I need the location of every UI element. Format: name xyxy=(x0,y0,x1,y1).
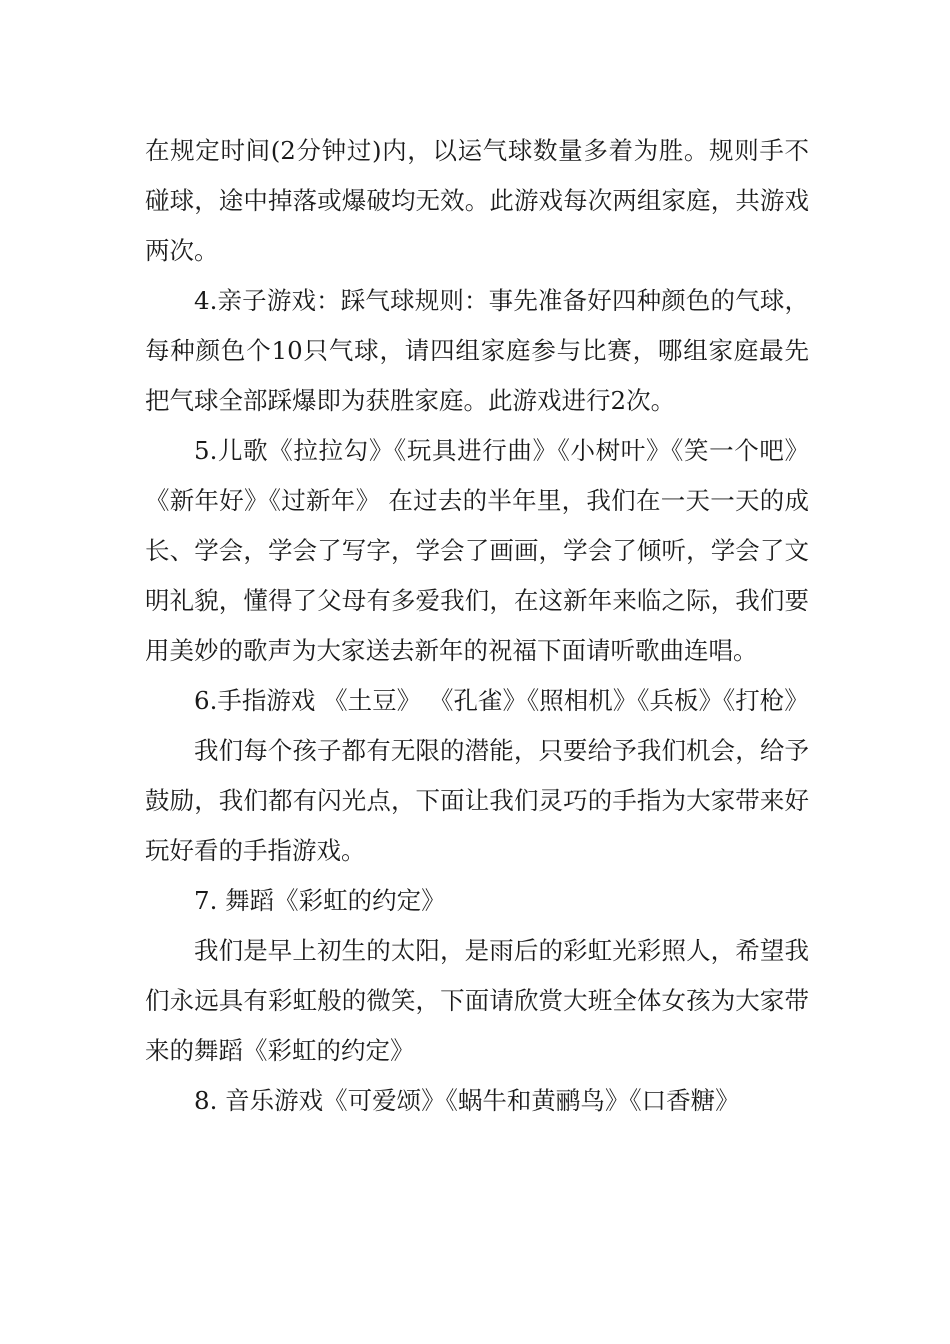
paragraph-item-5: 5.儿歌《拉拉勾》《玩具进行曲》《小树叶》《笑一个吧》《新年好》《过新年》 在过去的半年里，我们在一天一天的成长、学会，学会了写字，学会了画画，学会了倾听，学会了文明礼貌，懂得了父母有多爱我们，在这新年来临之际，我们要用美妙的歌声为大家送去新年的祝福下面请听歌曲连唱。 xyxy=(145,436,809,665)
paragraph-item-6-intro: 我们每个孩子都有无限的潜能，只要给予我们机会，给予鼓励，我们都有闪光点，下面让我们灵巧的手指为大家带来好玩好看的手指游戏。 xyxy=(145,736,809,865)
paragraph-item-7: 7. 舞蹈《彩虹的约定》 xyxy=(194,886,446,915)
paragraph-item-4: 4.亲子游戏：踩气球规则：事先准备好四种颜色的气球，每种颜色个10只气球，请四组家庭参与比赛，哪组家庭最先把气球全部踩爆即为获胜家庭。此游戏进行2次。 xyxy=(145,286,809,415)
paragraph-rules-continued: 在规定时间(2分钟过)内，以运气球数量多着为胜。规则手不碰球，途中掉落或爆破均无效。此游戏每次两组家庭，共游戏两次。 xyxy=(145,136,809,265)
paragraph-item-8: 8. 音乐游戏《可爱颂》《蜗牛和黄鹂鸟》《口香糖》 xyxy=(194,1086,740,1115)
document-body xyxy=(145,126,809,1126)
paragraph-item-6: 6.手指游戏 《土豆》 《孔雀》《照相机》《兵板》《打枪》 xyxy=(194,686,809,715)
paragraph-item-7-intro: 我们是早上初生的太阳，是雨后的彩虹光彩照人，希望我们永远具有彩虹般的微笑，下面请欣赏大班全体女孩为大家带来的舞蹈《彩虹的约定》 xyxy=(145,936,809,1065)
